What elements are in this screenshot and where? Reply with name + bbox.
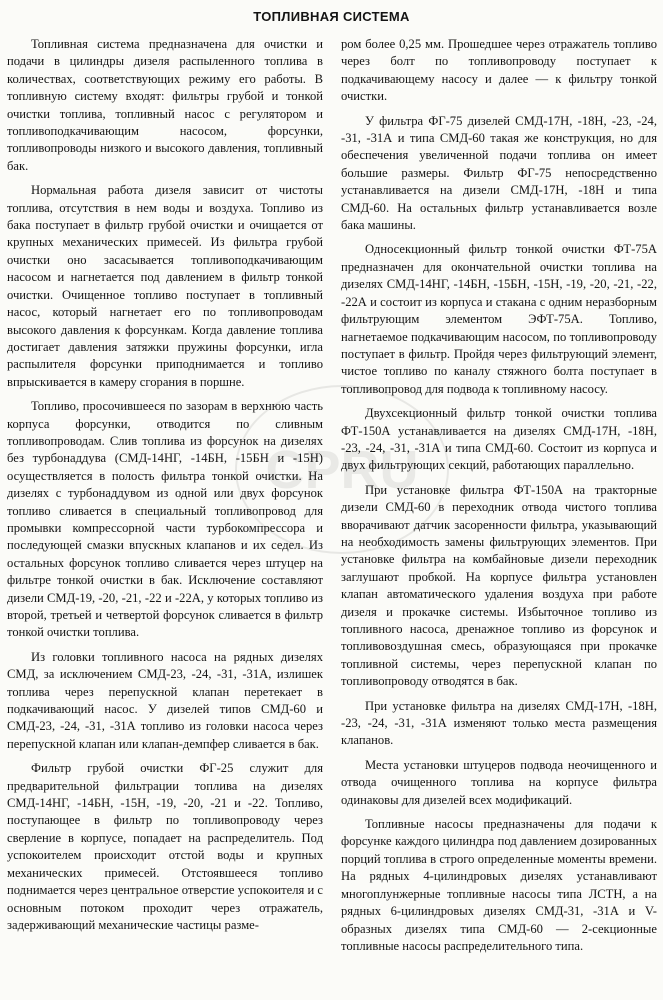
paragraph: При установке фильтра ФТ-150А на тракторные дизели СМД-60 в переходник отвода чистого топлива вворачивают датчик засоренности фильтра, указывающий на необходимость замены фильтрующих элементов. При установке фильтра на комбайновые дизели переходник заглушают пробкой. На корпусе фильтра установлен клапан автоматического удаления воздуха при работе дизеля и прокачке системы. Избыточное топливо из топливного насоса, дренажное топливо из форсунок и топливовоздушная смесь, образующаяся при прокачке топливной системы, через перепускной клапан по топливопроводу отводятся в бак. <box>341 482 657 689</box>
paragraph: Топливная система предназначена для очистки и подачи в цилиндры дизеля распыленного топлива в количествах, соответствующих режиму его работы. В топливную систему входят: фильтры грубой и тонкой очистки топлива, топливный насос с регулятором и топливоподкачивающим насосом, форсунки, топливопроводы низкого и высокого давления, топливный бак. <box>7 37 323 173</box>
paragraph: Места установки штуцеров подвода неочищенного и отвода очищенного топлива на корпусе фильтра одинаковы для дизелей всех модификаций. <box>341 757 657 807</box>
paragraph: Односекционный фильтр тонкой очистки ФТ-75А предназначен для окончательной очистки топлива на дизелях СМД-14НГ, -14БН, -15БН, -15Н, -19, -20, -21, -22, -22А и состоит из корпуса и стакана с одним неразборным фильтрующим элементом ЭФТ-75А. Топливо, нагнетаемое подкачивающим насосом, по топливопроводу поступает в фильтр. Пройдя через фильтрующий элемент, чистое топливо по каналу стяжного болта поступает в топливопровод для подвода к топливному насосу. <box>341 242 657 396</box>
paragraph: Топливные насосы предназначены для подачи к форсунке каждого цилиндра под давлением дозированных порций топлива в строго определенные моменты времени. На рядных 4-цилиндровых дизелях устанавливают многоплунжерные топливные насосы типа ЛСТН, а на рядных 6-цилиндровых дизелях СМД-31, -31А и V-образных дизелях типа СМД-60 — 2-секционные топливные насосы распределительного типа. <box>341 817 657 953</box>
paragraph: Двухсекционный фильтр тонкой очистки топлива ФТ-150А устанавливается на дизелях СМД-17Н, -18Н, -23, -24, -31, -31А и типа СМД-60. Состоит из корпуса и двух фильтрующих секций, работающих параллельно. <box>341 406 657 473</box>
paragraph: Из головки топливного насоса на рядных дизелях СМД, за исключением СМД-23, -24, -31, -31А, излишек топлива через перепускной клапан перетекает в подкачивающий насос. У дизелей типов СМД-60 и СМД-23, -24, -31, -31А топливо из головки насоса через перепускной клапан или клапан-демпфер сливается в бак. <box>7 649 323 751</box>
paragraph: Фильтр грубой очистки ФГ-25 служит для предварительной фильтрации топлива на дизелях СМД-14НГ, -14БН, -15Н, -19, -20, -21 и -22. Топливо, поступающее в фильтр по топливопроводу через сверление в корпусе, попадает на распределитель. Под успокоителем происходит отстой воды и крупных механических примесей. Отстоявшееся топливо поднимается через центральное отверстие успокоителя и с основным потоком проходит через отражатель, задерживающий механические частицы разме- <box>7 761 323 932</box>
paragraph: Нормальная работа дизеля зависит от чистоты топлива, отсутствия в нем воды и воздуха. Топливо из бака поступает в фильтр грубой очистки и очищается от крупных механических примесей. Из фильтра грубой очистки оно засасывается топливоподкачивающим насосом и нагнетается под давлением в фильтр тонкой очистки. Очищенное топливо поступает в топливный насос, который нагнетает его по топливопроводам высокого давления к форсункам. Когда давление топлива достигает давления затяжки пружины форсунки, игла распылителя форсунки приподнимается и топливо впрыскивается в камеру сгорания в поршне. <box>7 183 323 389</box>
paragraph: У фильтра ФГ-75 дизелей СМД-17Н, -18Н, -23, -24, -31, -31А и типа СМД-60 такая же конструкция, но для обеспечения увеличенной подачи топлива он имеет большие размеры. Фильтр ФГ-75 непосредственно устанавливается на дизели СМД-17Н, -18Н и типа СМД-60. На остальных фильтр устанавливается возле бака машины. <box>341 113 657 233</box>
right-column <box>341 36 657 962</box>
paragraph-continuation: ром более 0,25 мм. Прошедшее через отражатель топливо через болт по топливопроводу поступает к подкачивающему насосу и далее — к фильтру тонкой очистки. <box>341 37 657 104</box>
watermark-text: CPRU <box>265 440 419 500</box>
paragraph: Топливо, просочившееся по зазорам в верхнюю часть корпуса форсунки, отводится по сливным топливопроводам. Слив топлива из форсунок на дизелях без турбонаддува (СМД-14НГ, -14БН, -15БН и -15Н) осуществляется в полость фильтра тонкой очистки. На дизелях с турбонаддувом из одной или двух форсунок топливо сливается в специальный топливопровод для промывки компрессорной части турбокомпрессора и последующей смазки впускных клапанов и их седел. Из остальных форсунок топливо сливается через штуцер на фильтре тонкой очистки в бак. Исключение составляют дизели СМД-19, -20, -21, -22 и -22А, у которых топливо из второй, третьей и четвертой форсунок сливается в фильтр тонкой очистки топлива. <box>7 399 323 640</box>
paragraph: При установке фильтра на дизелях СМД-17Н, -18Н, -23, -24, -31, -31А изменяют только места размещения клапанов. <box>341 698 657 748</box>
left-column <box>7 36 323 941</box>
page-title: ТОПЛИВНАЯ СИСТЕМА <box>253 9 410 24</box>
